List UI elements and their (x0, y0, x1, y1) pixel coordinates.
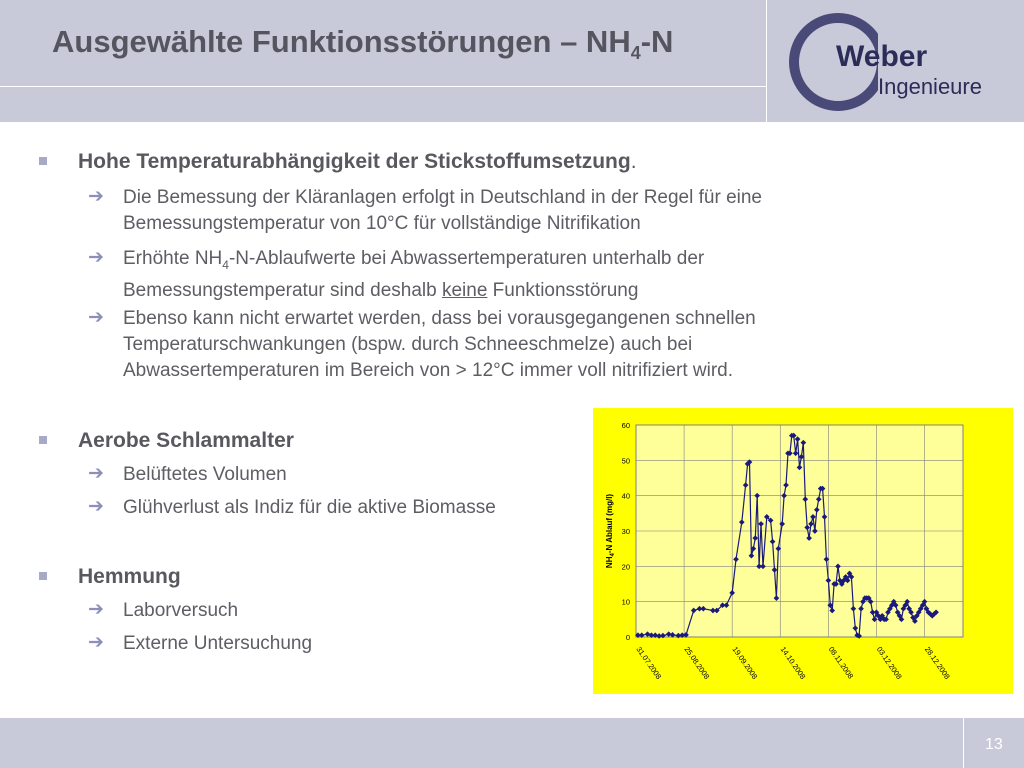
right-arrow-icon: ➔ (88, 496, 104, 517)
y-tick-label: 30 (621, 527, 630, 536)
y-tick-label: 40 (621, 491, 630, 501)
list-item: ➔ Laborversuch (88, 599, 239, 621)
x-tick-label: 08.11.2008 (826, 644, 856, 681)
footer-bar (0, 718, 1024, 768)
right-arrow-icon: ➔ (88, 632, 104, 653)
header-divider (0, 86, 766, 87)
y-tick-label: 20 (621, 562, 630, 572)
list-item: ➔ Belüftetes Volumen (88, 463, 287, 485)
page-title: Ausgewählte Funktionsstörungen – $NH_4-N$ (52, 24, 674, 64)
x-tick-label: 19.09.2008 (730, 644, 760, 681)
right-arrow-icon: ➔ (88, 307, 104, 328)
section-title-sludge-age: Aerobe Schlammalter (78, 429, 294, 452)
header-vertical-divider (766, 0, 767, 122)
list-item: ➔ Erhöhte $NH_4-N$-Ablaufwerte bei Abwassertemperaturen unterhalb der Bemessungstemperatur sind deshalb keine Funktionsstörung (88, 247, 705, 301)
y-axis-label: $NH_4-N$ Ablauf (mg/l) (605, 493, 616, 569)
logo-word-ingenieure: Ingenieure (878, 74, 982, 99)
y-tick-label: 0 (625, 633, 630, 642)
list-item: ➔ Ebenso kann nicht erwartet werden, dass bei vorausgegangenen schnellen Temperaturschwankungen (bspw. durch Schneeschmelze) auch bei Abwassertemperaturen im Bereich von > 12°C immer voll nitrifiziert wird. (88, 307, 756, 381)
right-arrow-icon: ➔ (88, 186, 104, 207)
x-tick-label: 28.12.2008 (922, 644, 952, 681)
footer-divider (963, 718, 964, 768)
square-bullet-icon (39, 157, 47, 165)
page-number: 13 (985, 736, 1003, 753)
y-tick-label: 60 (621, 421, 630, 430)
square-bullet-icon (39, 436, 47, 444)
y-tick-label: 50 (621, 456, 630, 466)
right-arrow-icon: ➔ (88, 463, 104, 484)
nh4-chart-panel (593, 408, 1013, 694)
section-title-inhibition: Hemmung (78, 565, 181, 588)
list-item: ➔ Externe Untersuchung (88, 632, 313, 654)
square-bullet-icon (39, 572, 47, 580)
right-arrow-icon: ➔ (88, 247, 104, 268)
x-tick-label: 14.10.2008 (778, 644, 808, 681)
x-tick-label: 31.07.2008 (634, 644, 664, 681)
section-title-temperature: Hohe Temperaturabhängigkeit der Stickstoffumsetzung. (78, 150, 637, 173)
right-arrow-icon: ➔ (88, 599, 104, 620)
list-item: ➔ Die Bemessung der Kläranlagen erfolgt in Deutschland in der Regel für eine Bemessungstemperatur von 10°C für vollständige Nitrifikation (88, 186, 762, 234)
logo-word-weber: Weber (836, 40, 928, 73)
list-item: ➔ Glühverlust als Indiz für die aktive Biomasse (88, 496, 496, 518)
x-tick-label: 25.08.2008 (682, 644, 712, 681)
x-tick-label: 03.12.2008 (874, 644, 904, 681)
nh4-chart (593, 408, 1013, 694)
y-tick-label: 10 (621, 597, 630, 607)
